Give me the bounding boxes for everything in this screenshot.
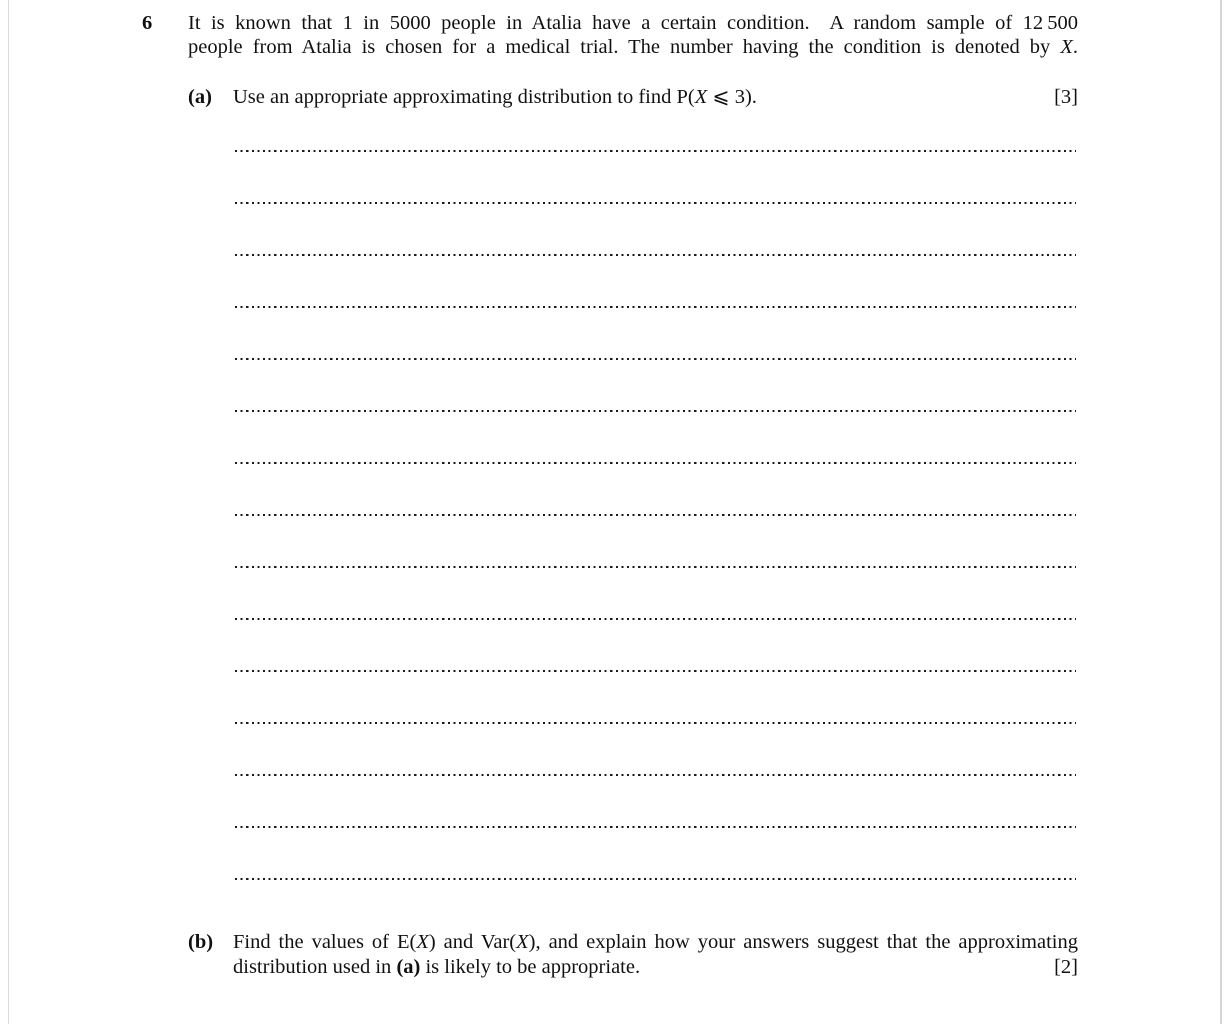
answer-line [235, 306, 1076, 308]
answer-line [235, 774, 1076, 776]
part-a-text-seg1: Use an appropriate approximating distribution to find P( [233, 86, 695, 108]
answer-line [235, 462, 1076, 464]
part-a-text-seg2: ⩽ 3). [707, 86, 757, 108]
random-variable-x: X [516, 931, 529, 953]
answer-line [235, 670, 1076, 672]
part-b-line1-seg1: Find the values of E( [233, 931, 417, 953]
part-b-label: (b) [188, 931, 214, 953]
answer-line [235, 566, 1076, 568]
part-a-mark: [3] [1054, 86, 1078, 108]
answer-line [235, 878, 1076, 880]
answer-line [235, 202, 1076, 204]
intro-line-2 [188, 35, 1078, 59]
part-a-label: (a) [188, 86, 212, 108]
part-b-body [233, 930, 1078, 980]
answer-line [235, 514, 1076, 516]
answer-line [235, 410, 1076, 412]
part-b-line-2 [233, 955, 1078, 980]
answer-line [235, 826, 1076, 828]
page-border-left [8, 0, 9, 1024]
answer-line [235, 254, 1076, 256]
part-b-mark: [2] [1054, 956, 1078, 978]
part-b-line2-seg1: distribution used in [233, 956, 397, 978]
question-number: 6 [142, 12, 153, 34]
intro-line-2-text: people from Atalia is chosen for a medical trial. The number having the condition is denoted by [188, 36, 1061, 58]
answer-line [235, 722, 1076, 724]
random-variable-x: X [694, 86, 708, 108]
part-b [188, 930, 1078, 980]
answer-line [235, 150, 1076, 152]
part-a-text [233, 85, 1033, 109]
part-a-reference: (a) [396, 956, 421, 978]
answer-line [235, 358, 1076, 360]
intro-line-2-period: . [1072, 36, 1078, 58]
page-border-right [1220, 0, 1222, 1024]
random-variable-x: X [416, 931, 429, 953]
part-b-line-1 [233, 930, 1078, 955]
random-variable-x: X [1060, 36, 1073, 58]
part-b-line1-seg3: ), and explain how your answers suggest that the approximating [528, 931, 1078, 953]
part-b-line2-seg2: is likely to be appropriate. [420, 956, 641, 978]
part-b-line1-seg2: ) and Var( [428, 931, 517, 953]
answer-line [235, 618, 1076, 620]
question-intro [188, 11, 1078, 59]
intro-line-1: It is known that 1 in 5000 people in Atalia have a certain condition. A random sample of 12 500 [188, 12, 1078, 34]
answer-lines [235, 150, 1076, 930]
